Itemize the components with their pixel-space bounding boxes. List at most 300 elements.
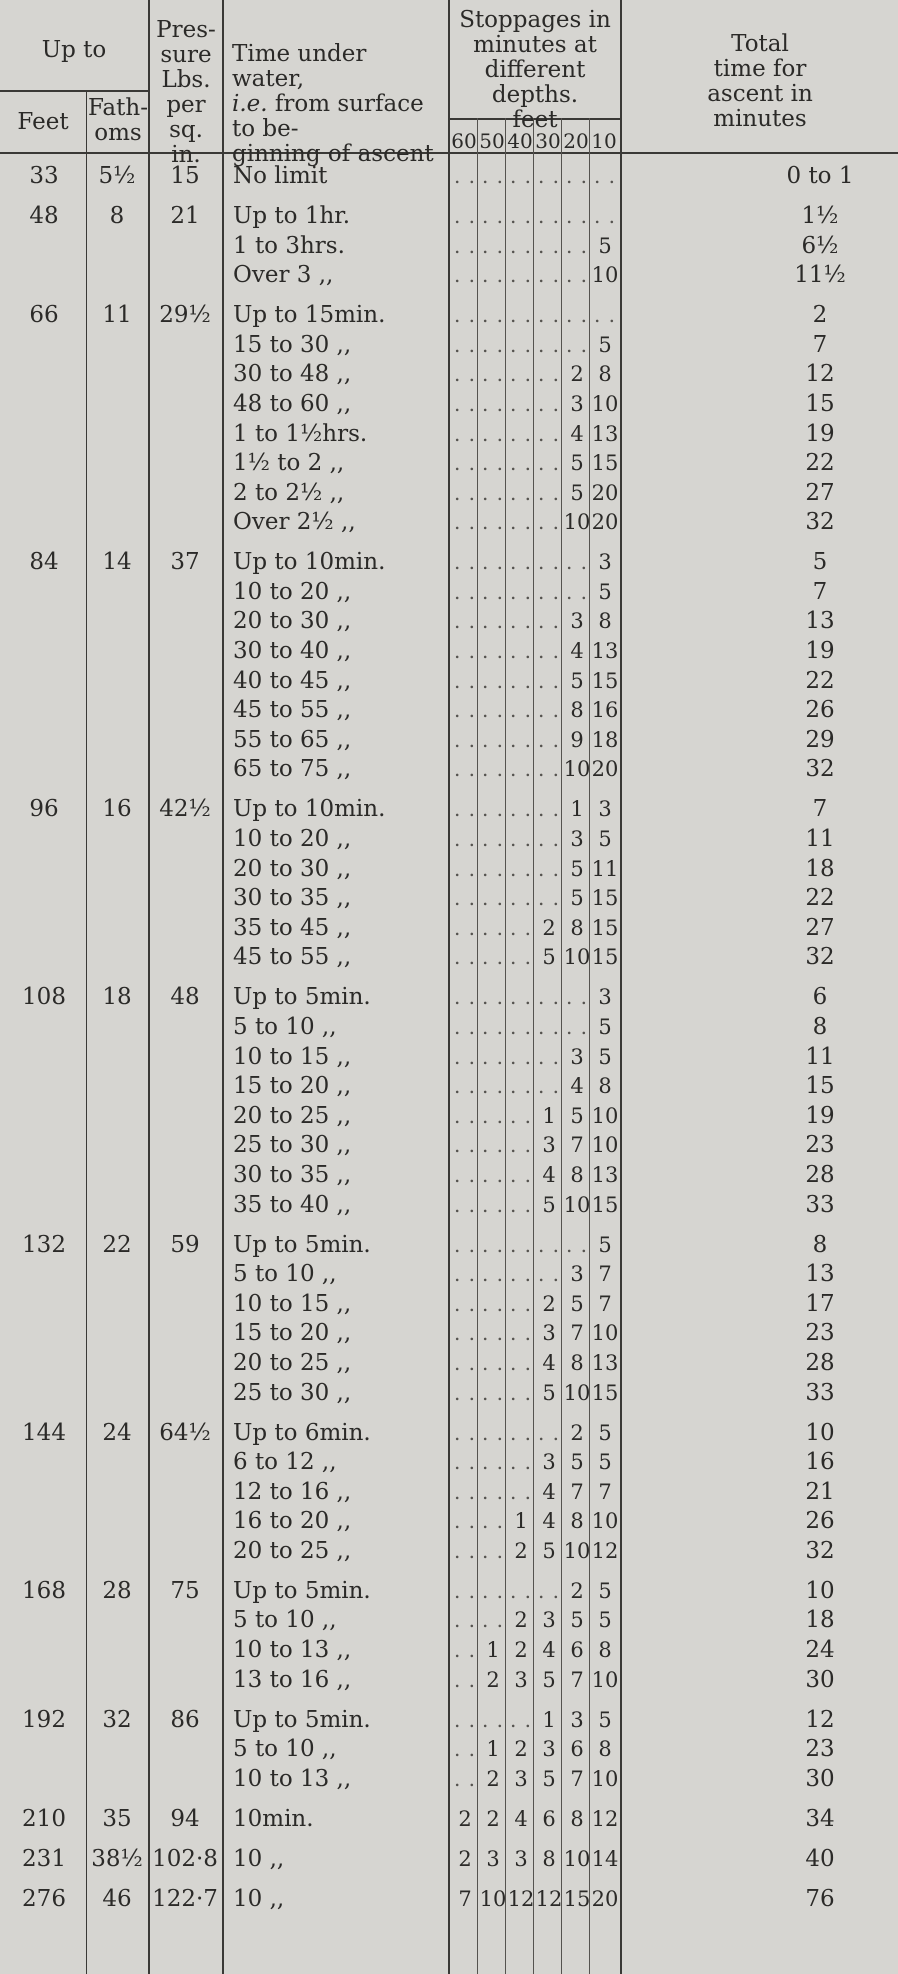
- stoppage-empty-dots: . .: [481, 1380, 505, 1405]
- pressure-cell: 75: [170, 1577, 200, 1604]
- stoppage-cell: 7: [598, 1479, 612, 1504]
- stoppage-empty-dots: . .: [481, 1262, 505, 1287]
- stoppage-empty-dots: . .: [509, 1380, 533, 1405]
- time-cell: 30 to 35 ,,: [233, 885, 352, 912]
- stoppage-empty-dots: . .: [509, 1192, 533, 1217]
- stoppage-empty-dots: . .: [481, 639, 505, 664]
- pressure-cell: 102·8: [152, 1845, 218, 1872]
- total-cell: 26: [805, 697, 835, 724]
- feet-cell: 33: [29, 163, 59, 189]
- total-cell: 21: [805, 1478, 835, 1505]
- stoppage-cell: 5: [542, 1380, 556, 1405]
- stoppage-empty-dots: . .: [565, 1232, 589, 1257]
- stoppage-empty-dots: . .: [509, 1578, 533, 1603]
- stoppage-empty-dots: . .: [453, 1350, 477, 1375]
- stoppage-cell: 6: [570, 1638, 584, 1663]
- time-cell: 10 to 20 ,,: [233, 826, 352, 853]
- fathoms-cell: 8: [109, 202, 125, 229]
- stoppage-cell: 12: [591, 1806, 619, 1831]
- stoppage-empty-dots: . .: [509, 510, 533, 535]
- total-cell: 8: [812, 1231, 828, 1258]
- feet-cell: 108: [22, 984, 66, 1011]
- total-cell: 23: [805, 1132, 835, 1159]
- stoppage-cell: 10: [563, 1538, 591, 1563]
- stoppage-cell: 10: [591, 1766, 619, 1791]
- stoppage-cell: 2: [570, 1420, 584, 1445]
- total-cell: 10: [805, 1577, 835, 1604]
- time-cell: 10 ,,: [233, 1885, 285, 1912]
- stoppage-empty-dots: . .: [509, 1450, 533, 1475]
- stoppage-cell: 6: [570, 1737, 584, 1762]
- stoppage-empty-dots: . .: [593, 203, 617, 228]
- total-cell: 0 to 1: [786, 163, 854, 189]
- stoppage-cell: 7: [570, 1667, 584, 1692]
- stoppage-empty-dots: . .: [509, 451, 533, 476]
- stoppage-empty-dots: . .: [453, 856, 477, 881]
- stoppage-empty-dots: . .: [537, 1232, 561, 1257]
- stoppage-cell: 4: [542, 1163, 556, 1187]
- stoppage-empty-dots: . .: [565, 203, 589, 228]
- stoppage-cell: 18: [591, 727, 619, 752]
- feet-cell: 210: [22, 1805, 66, 1832]
- pressure-cell: 37: [170, 549, 200, 576]
- stoppage-cell: 13: [591, 1350, 619, 1375]
- stoppage-empty-dots: . .: [481, 1450, 505, 1475]
- header-feet: Feet: [17, 109, 69, 135]
- time-cell: 12 to 16 ,,: [233, 1478, 352, 1505]
- time-cell: 45 to 55 ,,: [233, 697, 352, 724]
- pressure-cell: 122·7: [152, 1885, 218, 1912]
- stoppage-empty-dots: . .: [509, 1350, 533, 1375]
- fathoms-cell: 35: [102, 1805, 132, 1832]
- feet-cell: 84: [29, 549, 59, 576]
- stoppage-cell: 4: [542, 1479, 556, 1504]
- fathoms-cell: 24: [102, 1419, 132, 1446]
- total-cell: 27: [805, 914, 835, 941]
- time-cell: 30 to 40 ,,: [233, 638, 352, 665]
- stoppage-empty-dots: . .: [481, 827, 505, 852]
- stoppage-empty-dots: . .: [481, 1707, 505, 1732]
- time-cell: 20 to 30 ,,: [233, 608, 352, 635]
- stoppage-empty-dots: . .: [453, 1262, 477, 1287]
- stoppage-empty-dots: . .: [537, 1420, 561, 1445]
- stoppage-empty-dots: . .: [565, 985, 589, 1010]
- stoppage-empty-dots: . .: [593, 164, 617, 188]
- header-rule: [0, 90, 148, 92]
- stoppage-cell: 5: [570, 451, 584, 476]
- time-cell: 5 to 10 ,,: [233, 1261, 337, 1288]
- stoppage-cell: 5: [598, 1015, 612, 1039]
- total-cell: 40: [805, 1845, 835, 1872]
- stoppage-empty-dots: . .: [453, 1538, 477, 1563]
- stoppage-cell: 5: [542, 1192, 556, 1217]
- stoppage-empty-dots: . .: [481, 985, 505, 1010]
- stoppage-empty-dots: . .: [509, 1291, 533, 1316]
- time-cell: 25 to 30 ,,: [233, 1379, 352, 1406]
- stoppage-cell: 8: [570, 1163, 584, 1187]
- stoppage-cell: 5: [598, 1420, 612, 1445]
- total-cell: 11½: [794, 262, 846, 289]
- depth-label-30: 30: [535, 129, 561, 153]
- stoppage-empty-dots: . .: [481, 164, 505, 188]
- time-cell: 20 to 30 ,,: [233, 855, 352, 882]
- stoppage-empty-dots: . .: [509, 1044, 533, 1069]
- stoppage-empty-dots: . .: [453, 1074, 477, 1099]
- stoppage-cell: 2: [542, 1291, 556, 1316]
- stoppage-empty-dots: . .: [509, 1103, 533, 1128]
- stoppage-empty-dots: . .: [481, 945, 505, 970]
- stoppage-cell: 10: [563, 945, 591, 970]
- time-cell: 65 to 75 ,,: [233, 756, 352, 783]
- feet-cell: 96: [29, 796, 59, 823]
- time-cell: 20 to 25 ,,: [233, 1349, 352, 1376]
- stoppage-empty-dots: . .: [453, 727, 477, 752]
- stoppage-cell: 15: [563, 1886, 591, 1911]
- total-cell: 10: [805, 1419, 835, 1446]
- stoppage-empty-dots: . .: [537, 609, 561, 634]
- stoppage-cell: 8: [570, 1509, 584, 1534]
- total-cell: 26: [805, 1508, 835, 1535]
- stoppage-empty-dots: . .: [453, 985, 477, 1010]
- depth-label-60: 60: [451, 129, 477, 153]
- stoppage-cell: 1: [514, 1509, 528, 1534]
- stoppage-empty-dots: . .: [509, 550, 533, 575]
- fathoms-cell: 18: [102, 984, 132, 1011]
- time-cell: 5 to 10 ,,: [233, 1607, 337, 1634]
- stoppage-empty-dots: . .: [537, 391, 561, 416]
- stoppage-empty-dots: . .: [481, 856, 505, 881]
- total-cell: 22: [805, 450, 835, 477]
- stoppage-empty-dots: . .: [509, 1232, 533, 1257]
- stoppage-cell: 5: [598, 1450, 612, 1475]
- stoppage-empty-dots: . .: [481, 1192, 505, 1217]
- fathoms-cell: 28: [102, 1577, 132, 1604]
- stoppage-empty-dots: . .: [537, 1262, 561, 1287]
- stoppage-empty-dots: . .: [537, 1074, 561, 1099]
- time-cell: 1 to 3hrs.: [233, 232, 345, 259]
- stoppage-empty-dots: . .: [453, 1420, 477, 1445]
- stoppage-empty-dots: . .: [453, 1133, 477, 1158]
- stoppage-cell: 2: [458, 1806, 472, 1831]
- time-cell: 13 to 16 ,,: [233, 1666, 352, 1693]
- total-cell: 32: [805, 1537, 835, 1564]
- stoppage-empty-dots: . .: [593, 303, 617, 328]
- total-cell: 33: [805, 1379, 835, 1406]
- stoppage-cell: 10: [563, 1846, 591, 1871]
- feet-cell: 192: [22, 1706, 66, 1733]
- stoppage-empty-dots: . .: [453, 609, 477, 634]
- time-cell: 30 to 35 ,,: [233, 1162, 352, 1188]
- stoppage-cell: 3: [542, 1133, 556, 1158]
- stoppage-cell: 10: [591, 1667, 619, 1692]
- total-cell: 15: [805, 390, 835, 417]
- stoppage-cell: 2: [570, 1578, 584, 1603]
- stoppage-cell: 10: [591, 1321, 619, 1346]
- stoppage-cell: 4: [514, 1806, 528, 1831]
- stoppage-cell: 3: [570, 391, 584, 416]
- total-cell: 34: [805, 1805, 835, 1832]
- stoppage-empty-dots: . .: [537, 233, 561, 258]
- stoppage-empty-dots: . .: [481, 797, 505, 822]
- total-cell: 17: [805, 1290, 835, 1317]
- stoppage-empty-dots: . .: [453, 1509, 477, 1534]
- stoppage-cell: 7: [458, 1886, 472, 1911]
- stoppage-cell: 3: [598, 550, 612, 575]
- stoppage-empty-dots: . .: [453, 1479, 477, 1504]
- total-cell: 13: [805, 1261, 835, 1288]
- stoppage-empty-dots: . .: [509, 421, 533, 446]
- stoppage-cell: 5: [598, 827, 612, 852]
- stoppage-cell: 3: [542, 1737, 556, 1762]
- stoppage-empty-dots: . .: [565, 550, 589, 575]
- stoppage-cell: 3: [598, 985, 612, 1010]
- stoppage-cell: 3: [570, 1707, 584, 1732]
- stoppage-empty-dots: . .: [453, 1232, 477, 1257]
- stoppage-empty-dots: . .: [509, 698, 533, 723]
- stoppage-empty-dots: . .: [509, 668, 533, 693]
- total-cell: 6: [812, 984, 828, 1011]
- header-total: Total time for ascent in minutes: [707, 31, 813, 132]
- stoppage-cell: 2: [486, 1806, 500, 1831]
- stoppage-cell: 4: [570, 639, 584, 664]
- total-cell: 76: [805, 1885, 835, 1912]
- total-cell: 7: [812, 578, 828, 605]
- stoppage-cell: 5: [570, 1608, 584, 1633]
- stoppage-cell: 10: [563, 757, 591, 782]
- stoppage-empty-dots: . .: [481, 579, 505, 604]
- time-cell: 10min.: [233, 1805, 314, 1832]
- stoppage-empty-dots: . .: [453, 1192, 477, 1217]
- stoppage-cell: 8: [570, 1350, 584, 1375]
- stoppage-cell: 3: [570, 1262, 584, 1287]
- stoppage-cell: 15: [591, 945, 619, 970]
- stoppage-empty-dots: . .: [537, 579, 561, 604]
- stoppage-empty-dots: . .: [453, 510, 477, 535]
- time-cell: 1½ to 2 ,,: [233, 450, 345, 477]
- time-cell: 48 to 60 ,,: [233, 390, 352, 417]
- stoppage-empty-dots: . .: [481, 1103, 505, 1128]
- stoppage-empty-dots: . .: [453, 1766, 477, 1791]
- stoppage-cell: 7: [570, 1133, 584, 1158]
- stoppage-empty-dots: . .: [481, 915, 505, 940]
- pressure-cell: 59: [170, 1231, 200, 1258]
- stoppage-cell: 14: [591, 1846, 619, 1871]
- fathoms-cell: 5½: [98, 163, 136, 189]
- stoppage-cell: 20: [591, 1886, 619, 1911]
- stoppage-cell: 5: [570, 480, 584, 505]
- stoppage-empty-dots: . .: [453, 1608, 477, 1633]
- stoppage-empty-dots: . .: [509, 886, 533, 911]
- stoppage-cell: 5: [570, 886, 584, 911]
- total-cell: 1½: [801, 202, 839, 229]
- total-cell: 27: [805, 479, 835, 506]
- stoppage-empty-dots: . .: [509, 579, 533, 604]
- stoppage-cell: 8: [570, 698, 584, 723]
- time-cell: Up to 5min.: [233, 1231, 371, 1258]
- time-cell: Over 3 ,,: [233, 262, 334, 289]
- stoppage-empty-dots: . .: [509, 1133, 533, 1158]
- stoppage-empty-dots: . .: [537, 757, 561, 782]
- stoppage-cell: 8: [542, 1846, 556, 1871]
- total-cell: 19: [805, 420, 835, 447]
- stoppage-cell: 5: [598, 332, 612, 357]
- stoppage-empty-dots: . .: [453, 303, 477, 328]
- header-time: Time under water, i.e. from surface to be- ginning of ascent: [232, 41, 434, 167]
- feet-cell: 132: [22, 1231, 66, 1258]
- stoppage-cell: 13: [591, 421, 619, 446]
- stoppage-empty-dots: . .: [453, 233, 477, 258]
- time-cell: 55 to 65 ,,: [233, 726, 352, 753]
- stoppage-empty-dots: . .: [453, 164, 477, 188]
- stoppage-cell: 8: [570, 1806, 584, 1831]
- total-cell: 23: [805, 1320, 835, 1347]
- header-stoppages: Stoppages in minutes at different depths. feet: [459, 7, 611, 133]
- stoppage-empty-dots: . .: [453, 639, 477, 664]
- stoppage-cell: 3: [542, 1608, 556, 1633]
- stoppage-cell: 3: [486, 1846, 500, 1871]
- stoppage-empty-dots: . .: [453, 1737, 477, 1762]
- stoppage-empty-dots: . .: [537, 362, 561, 387]
- fathoms-cell: 11: [102, 302, 132, 329]
- stoppage-empty-dots: . .: [509, 480, 533, 505]
- stoppage-cell: 10: [591, 1509, 619, 1534]
- pressure-cell: 15: [170, 163, 200, 189]
- stoppage-empty-dots: . .: [481, 727, 505, 752]
- stoppage-cell: 12: [535, 1886, 563, 1911]
- pressure-cell: 86: [170, 1706, 200, 1733]
- time-cell: 10 to 15 ,,: [233, 1043, 352, 1070]
- column-rule: [222, 0, 224, 1974]
- stoppage-empty-dots: . .: [481, 451, 505, 476]
- feet-cell: 276: [22, 1885, 66, 1912]
- fathoms-cell: 14: [102, 549, 132, 576]
- stoppage-empty-dots: . .: [537, 510, 561, 535]
- depth-label-20: 20: [563, 129, 589, 153]
- stoppage-cell: 7: [570, 1766, 584, 1791]
- stoppage-empty-dots: . .: [565, 303, 589, 328]
- stoppage-empty-dots: . .: [537, 727, 561, 752]
- stoppage-empty-dots: . .: [481, 1608, 505, 1633]
- stoppage-cell: 5: [570, 1450, 584, 1475]
- time-cell: 45 to 55 ,,: [233, 944, 352, 971]
- total-cell: 2: [812, 302, 828, 329]
- stoppage-cell: 5: [570, 1103, 584, 1128]
- header-pressure: Pres- sure Lbs. per sq. in.: [156, 17, 216, 168]
- stoppage-empty-dots: . .: [481, 332, 505, 357]
- stoppage-empty-dots: . .: [453, 1450, 477, 1475]
- stoppage-empty-dots: . .: [537, 856, 561, 881]
- stoppage-cell: 20: [591, 510, 619, 535]
- stoppage-cell: 15: [591, 915, 619, 940]
- stoppage-cell: 5: [598, 579, 612, 604]
- stoppage-cell: 1: [542, 1103, 556, 1128]
- stoppage-empty-dots: . .: [481, 1538, 505, 1563]
- stoppage-cell: 5: [542, 1667, 556, 1692]
- stoppage-empty-dots: . .: [565, 1015, 589, 1039]
- stoppage-cell: 10: [591, 263, 619, 288]
- stoppage-empty-dots: . .: [565, 579, 589, 604]
- stoppage-empty-dots: . .: [509, 1015, 533, 1039]
- total-cell: 32: [805, 944, 835, 971]
- depth-label-50: 50: [479, 129, 505, 153]
- stoppage-empty-dots: . .: [481, 757, 505, 782]
- stoppage-empty-dots: . .: [481, 1420, 505, 1445]
- total-cell: 6½: [801, 232, 839, 259]
- stoppage-cell: 8: [598, 1638, 612, 1663]
- pressure-cell: 94: [170, 1805, 200, 1832]
- stoppage-empty-dots: . .: [453, 698, 477, 723]
- feet-cell: 48: [29, 202, 59, 229]
- time-cell: 35 to 40 ,,: [233, 1191, 352, 1218]
- stoppage-empty-dots: . .: [509, 1479, 533, 1504]
- stoppage-cell: 3: [598, 797, 612, 822]
- stoppage-cell: 10: [479, 1886, 507, 1911]
- stoppage-empty-dots: . .: [453, 579, 477, 604]
- time-cell: 10 to 20 ,,: [233, 578, 352, 605]
- stoppage-empty-dots: . .: [481, 1291, 505, 1316]
- time-cell: Up to 10min.: [233, 549, 386, 576]
- stoppage-empty-dots: . .: [481, 698, 505, 723]
- stoppage-empty-dots: . .: [481, 550, 505, 575]
- stoppage-empty-dots: . .: [509, 1707, 533, 1732]
- time-cell: 15 to 20 ,,: [233, 1073, 352, 1100]
- stoppage-empty-dots: . .: [453, 203, 477, 228]
- stoppage-empty-dots: . .: [453, 1667, 477, 1692]
- column-rule: [86, 92, 87, 1974]
- stoppage-empty-dots: . .: [509, 332, 533, 357]
- stoppage-empty-dots: . .: [481, 1015, 505, 1039]
- stoppage-empty-dots: . .: [565, 233, 589, 258]
- stoppage-cell: 7: [570, 1321, 584, 1346]
- stoppage-empty-dots: . .: [453, 1044, 477, 1069]
- stoppage-empty-dots: . .: [537, 164, 561, 188]
- time-cell: 10 to 15 ,,: [233, 1290, 352, 1317]
- stoppage-empty-dots: . .: [481, 1479, 505, 1504]
- stoppage-cell: 2: [514, 1638, 528, 1663]
- stoppage-cell: 4: [542, 1350, 556, 1375]
- stoppage-empty-dots: . .: [509, 303, 533, 328]
- stoppage-empty-dots: . .: [453, 915, 477, 940]
- stoppage-cell: 15: [591, 668, 619, 693]
- stoppage-cell: 20: [591, 480, 619, 505]
- stoppage-cell: 10: [563, 1380, 591, 1405]
- total-cell: 30: [805, 1666, 835, 1693]
- stoppage-cell: 10: [591, 1133, 619, 1158]
- stoppage-empty-dots: . .: [537, 1015, 561, 1039]
- total-cell: 7: [812, 331, 828, 358]
- stoppage-empty-dots: . .: [537, 303, 561, 328]
- total-cell: 22: [805, 885, 835, 912]
- stoppage-cell: 15: [591, 451, 619, 476]
- stoppage-empty-dots: . .: [481, 1509, 505, 1534]
- time-cell: 20 to 25 ,,: [233, 1537, 352, 1564]
- time-cell: 1 to 1½hrs.: [233, 420, 368, 447]
- total-cell: 30: [805, 1765, 835, 1792]
- time-cell: 2 to 2½ ,,: [233, 479, 345, 506]
- stoppage-empty-dots: . .: [565, 263, 589, 288]
- stoppage-empty-dots: . .: [537, 332, 561, 357]
- stoppage-empty-dots: . .: [509, 727, 533, 752]
- stoppage-empty-dots: . .: [453, 1015, 477, 1039]
- stoppage-empty-dots: . .: [537, 668, 561, 693]
- stoppage-empty-dots: . .: [565, 332, 589, 357]
- total-cell: 12: [805, 1706, 835, 1733]
- stoppage-empty-dots: . .: [565, 164, 589, 188]
- stoppage-cell: 5: [598, 1578, 612, 1603]
- total-cell: 11: [805, 1043, 835, 1070]
- stoppage-cell: 20: [591, 757, 619, 782]
- total-cell: 11: [805, 826, 835, 853]
